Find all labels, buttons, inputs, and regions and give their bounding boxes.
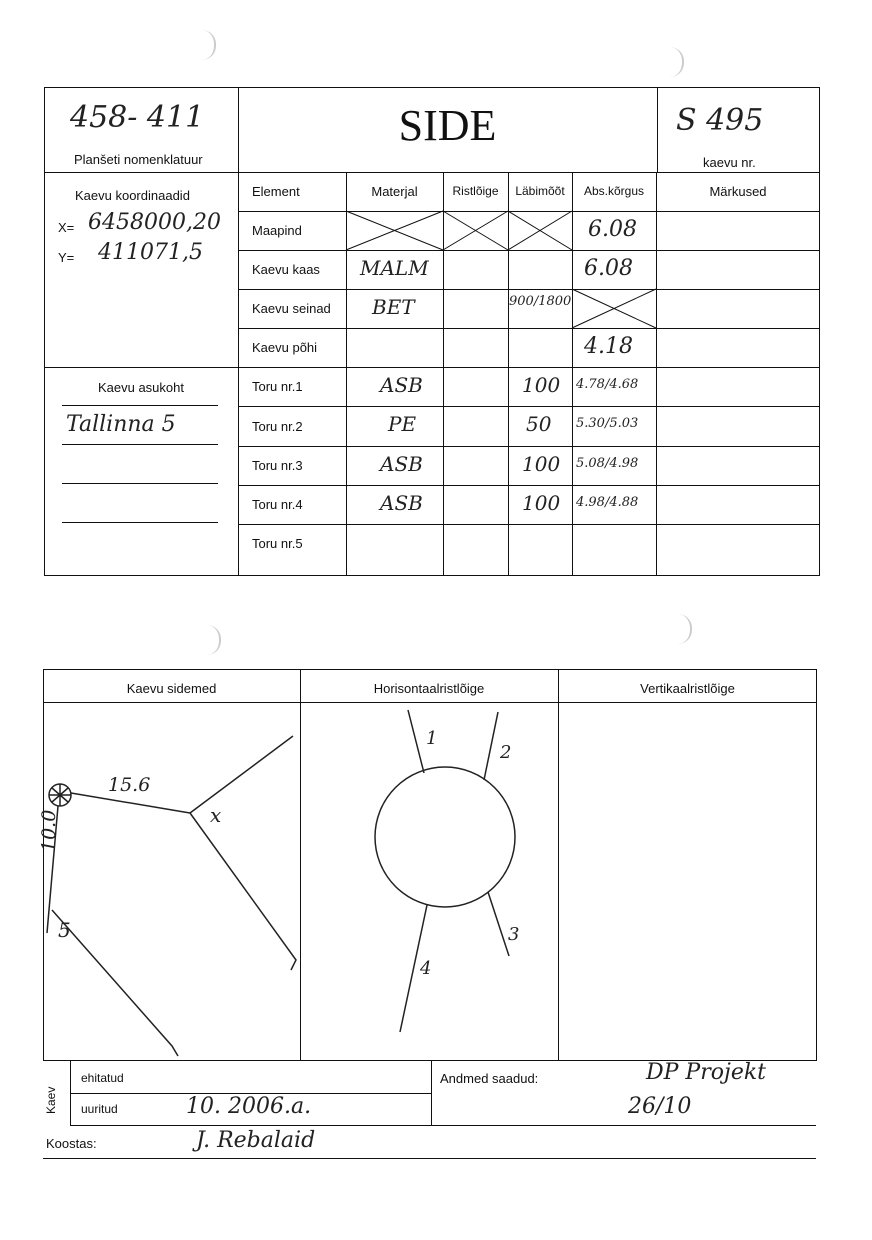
diameter-value: 900/1800 (509, 294, 572, 309)
row-element-label: Toru nr.4 (252, 497, 303, 512)
form-title: SIDE (398, 101, 497, 150)
coordinates-label: Kaevu koordinaadid (75, 188, 190, 203)
x-coordinate-label: X= (58, 220, 75, 235)
material-value: ASB (380, 491, 423, 515)
abs-height-value: 6.08 (588, 217, 637, 242)
abs-height-value: 6.08 (584, 256, 633, 281)
header-abs-height: Abs.kõrgus (583, 184, 645, 198)
y-coordinate-label: Y= (58, 250, 75, 265)
material-value: ASB (380, 452, 423, 476)
diameter-value: 100 (522, 491, 561, 515)
material-value: MALM (360, 256, 429, 280)
well-number-value: S 495 (676, 103, 764, 138)
tie-distance-label: 10.0 (38, 809, 60, 852)
material-value: PE (388, 412, 417, 436)
diameter-value: 100 (522, 452, 561, 476)
header-element: Element (252, 184, 300, 199)
pipe-label: 1 (426, 728, 438, 749)
section-vertical-label: Vertikaalristlõige (640, 681, 735, 696)
material-value: ASB (380, 373, 423, 397)
well-group-label: Kaev (44, 1086, 58, 1114)
abs-height-value: 4.78/4.68 (576, 377, 639, 392)
row-element-label: Toru nr.2 (252, 419, 303, 434)
location-value: Tallinna 5 (66, 412, 176, 437)
header-material: Materjal (371, 184, 418, 199)
pipe-label: 5 (58, 918, 71, 942)
abs-height-value: 4.98/4.88 (576, 495, 639, 510)
row-element-label: Toru nr.1 (252, 379, 303, 394)
pipe-label: 4 (420, 958, 432, 979)
location-label: Kaevu asukoht (97, 380, 184, 395)
abs-height-value: 5.30/5.03 (576, 416, 639, 431)
compiled-by-value: J. Rebalaid (196, 1128, 316, 1153)
diameter-value: 50 (526, 412, 552, 436)
nomenclature-value: 458- 411 (70, 100, 205, 135)
data-received-label: Andmed saadud: (440, 1071, 539, 1086)
row-element-label: Maapind (252, 223, 302, 238)
row-element-label: Toru nr.5 (252, 536, 303, 551)
row-element-label: Kaevu põhi (252, 340, 318, 355)
well-number-label: kaevu nr. (703, 155, 756, 170)
row-element-label: Kaevu seinad (252, 301, 331, 316)
abs-height-value: 4.18 (584, 334, 633, 359)
tie-distance-label: 15.6 (108, 774, 151, 796)
surveyed-value: 10. 2006.a. (186, 1094, 312, 1119)
row-element-label: Toru nr.3 (252, 458, 303, 473)
abs-height-value: 5.08/4.98 (576, 456, 639, 471)
row-element-label: Kaevu kaas (252, 262, 320, 277)
surveyed-label: uuritud (81, 1102, 118, 1116)
header-cross-section: Ristlõige (452, 184, 499, 198)
data-received-value: DP Projekt (646, 1060, 767, 1085)
section-ties-label: Kaevu sidemed (126, 681, 217, 696)
tie-point-mark: x (210, 803, 222, 827)
section-horizontal-label: Horisontaalristlõige (373, 681, 485, 696)
x-coordinate-value: 6458000,20 (88, 210, 221, 235)
pipe-label: 3 (508, 924, 520, 945)
header-diameter: Läbimõõt (515, 184, 565, 198)
y-coordinate-value: 411071,5 (98, 240, 203, 265)
material-value: BET (372, 295, 415, 319)
compiled-by-label: Koostas: (46, 1136, 97, 1151)
built-label: ehitatud (81, 1071, 124, 1085)
data-received-date: 26/10 (628, 1094, 692, 1119)
diameter-value: 100 (522, 373, 561, 397)
nomenclature-label: Planšeti nomenklatuur (74, 152, 203, 167)
pipe-label: 2 (500, 742, 512, 763)
header-remarks: Märkused (709, 184, 767, 199)
